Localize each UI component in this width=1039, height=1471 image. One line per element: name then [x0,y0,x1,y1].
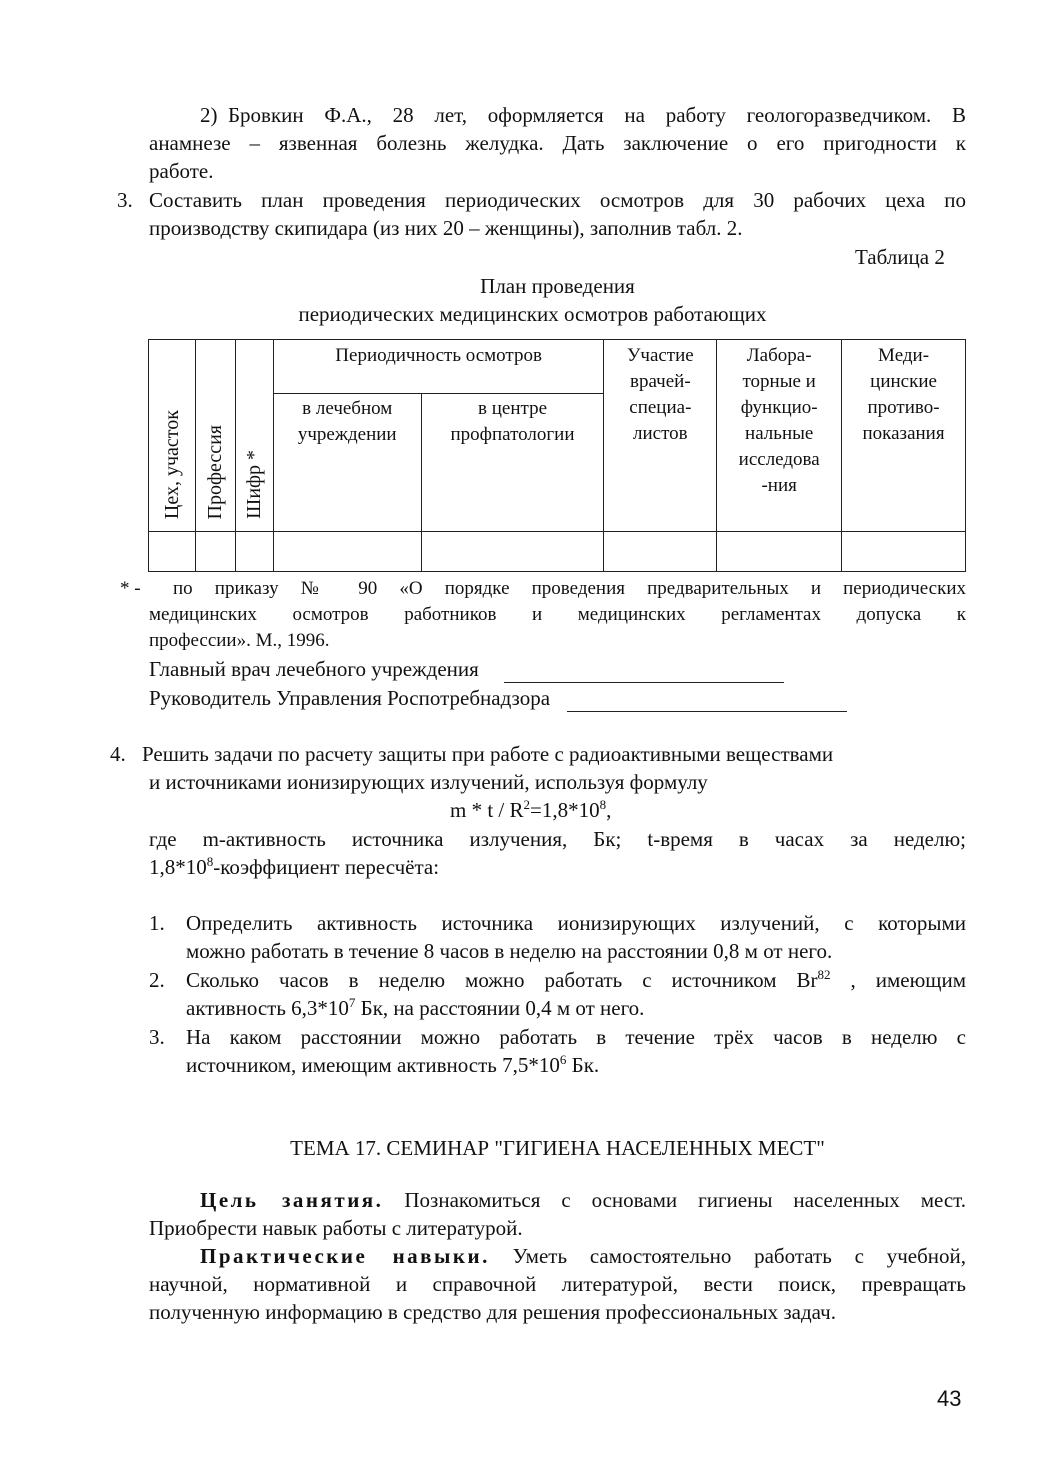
header-in-clinic [273,394,421,532]
header-line: торные и [742,371,816,392]
item-number: 2) [200,103,218,127]
text-part: активность 6,3*10 [186,996,349,1020]
header-profession-label: Профессия [204,424,227,519]
signature-chief-doctor [149,655,784,683]
paragraph-line: анамнезе – язвенная болезнь желудка. Дать заключение о его пригодности к [149,131,966,155]
empty-cell [604,532,717,572]
footnote-line: профессии». М., 1996. [149,630,330,651]
footnote-mark: * - [120,578,141,599]
paragraph-line: Составить план проведения периодических осмотров для 30 рабочих цеха по [149,188,966,212]
signature-head [149,684,847,712]
signature-line [504,662,784,683]
text-part: Бк. [566,1053,600,1077]
subtask-number: 1. [149,911,165,935]
skills-line [200,1242,966,1270]
text-part: Уметь самостоятельно работать с учебной, [489,1244,966,1268]
goal-line [200,1186,966,1214]
header-line: профпатологии [450,424,575,445]
header-line: цинские [870,371,937,392]
header-code [235,340,273,532]
skills-label: Практические навыки. [200,1244,490,1268]
empty-cell [421,532,604,572]
goal-line: Приобрести навык работы с литературой. [149,1216,523,1240]
footnote-line: медицинских осмотров работников и медицинских регламентах допуска к [149,604,966,625]
table-label: Таблица 2 [855,245,945,269]
header-profession [195,340,235,532]
signature-label: Руководитель Управления Роспотребнадзора [149,686,551,710]
subtask-number: 2. [149,968,165,992]
paragraph-line: Решить задачи по расчету защиты при работе с радиоактивными веществами [142,742,834,766]
header-line: противо- [867,397,940,418]
empty-cell [235,532,273,572]
paragraph-line: где m-активность источника излучения, Бк; t-время в часах за неделю; [149,827,966,851]
header-line: специа- [629,397,692,418]
formula-part: m * t / R [450,798,524,822]
formula-exponent: 2 [523,797,531,812]
empty-cell [149,532,196,572]
subtask-line: Определить активность источника ионизирующих излучений, с которыми [186,911,966,935]
subtask-number: 3. [149,1025,165,1049]
header-line: нальные [745,423,814,444]
paragraph-line: Бровкин Ф.А., 28 лет, оформляется на работу геологоразведчиком. В [228,103,966,127]
subtask-line: На каком расстоянии можно работать в течение трёх часов в неделю с [186,1025,966,1049]
plan-table [148,339,966,572]
text-part: -коэффициент пересчёта: [213,855,440,879]
header-code-label: Шифр * [243,450,266,519]
table-title: План проведения [480,274,635,298]
header-periodicity-label: Периодичность осмотров [335,345,542,366]
goal-label: Цель занятия. [200,1188,384,1212]
text-part: , имеющим [830,968,967,992]
empty-cell [842,532,966,572]
paragraph-line [149,853,439,881]
paragraph-line: и источниками ионизирующих излучений, используя формулу [149,770,708,794]
item-number: 4. [110,742,126,766]
header-line: учреждении [297,424,397,445]
signature-line [567,691,847,712]
paragraph-line: работе. [149,159,214,183]
exponent: 6 [559,1052,567,1067]
text-part: источником, имеющим активность 7,5*10 [186,1053,560,1077]
table-title: периодических медицинских осмотров работающих [298,302,767,326]
header-line: врачей- [630,371,691,392]
header-line: исследова [738,449,820,470]
signature-label: Главный врач лечебного учреждения [149,657,479,681]
header-line: листов [633,423,688,444]
text-part: Познакомиться с основами гигиены населенных мест. [383,1188,966,1212]
subtask-line [186,1051,599,1079]
header-shop [149,340,196,532]
subtask-line [186,966,966,994]
header-lab [717,340,842,532]
item-number: 3. [117,188,133,212]
formula-part: , [606,798,612,822]
header-line: показания [862,423,945,444]
topic-heading: ТЕМА 17. СЕМИНАР "ГИГИЕНА НАСЕЛЕННЫХ МЕСТ" [290,1136,825,1160]
header-shop-label: Цех, участок [160,409,183,519]
header-contra [842,340,966,532]
footnote-line: по приказу № 90 «О порядке проведения предварительных и периодических [173,578,966,599]
header-line: в лечебном [302,398,393,419]
header-line: Лабора- [746,345,812,366]
header-line: функцио- [740,397,818,418]
subtask-line [186,994,644,1022]
header-in-center [421,394,604,532]
page-number: 43 [937,1386,962,1411]
empty-cell [195,532,235,572]
exponent: 82 [817,967,831,982]
formula-part: =1,8*10 [530,798,600,822]
subtask-line: можно работать в течение 8 часов в неделю на расстоянии 0,8 м от него. [186,939,833,963]
text-part: Сколько часов в неделю можно работать с источником Br [186,968,818,992]
text-part: 1,8*10 [149,855,207,879]
exponent: 8 [206,854,214,869]
skills-line: полученную информацию в средство для решения профессиональных задач. [149,1300,836,1324]
header-line: -ния [761,475,797,496]
header-line: в центре [478,398,548,419]
skills-line: научной, нормативной и справочной литературой, вести поиск, превращать [149,1272,966,1296]
header-line: Участие [626,345,694,366]
header-periodicity [273,340,604,394]
formula [450,796,611,824]
exponent: 7 [348,995,356,1010]
header-line: Меди- [878,345,930,366]
paragraph-line: производству скипидара (из них 20 – женщины), заполнив табл. 2. [149,216,743,240]
header-specialists [604,340,717,532]
empty-cell [273,532,421,572]
text-part: Бк, на расстоянии 0,4 м от него. [355,996,645,1020]
empty-cell [717,532,842,572]
formula-exponent: 8 [599,797,607,812]
